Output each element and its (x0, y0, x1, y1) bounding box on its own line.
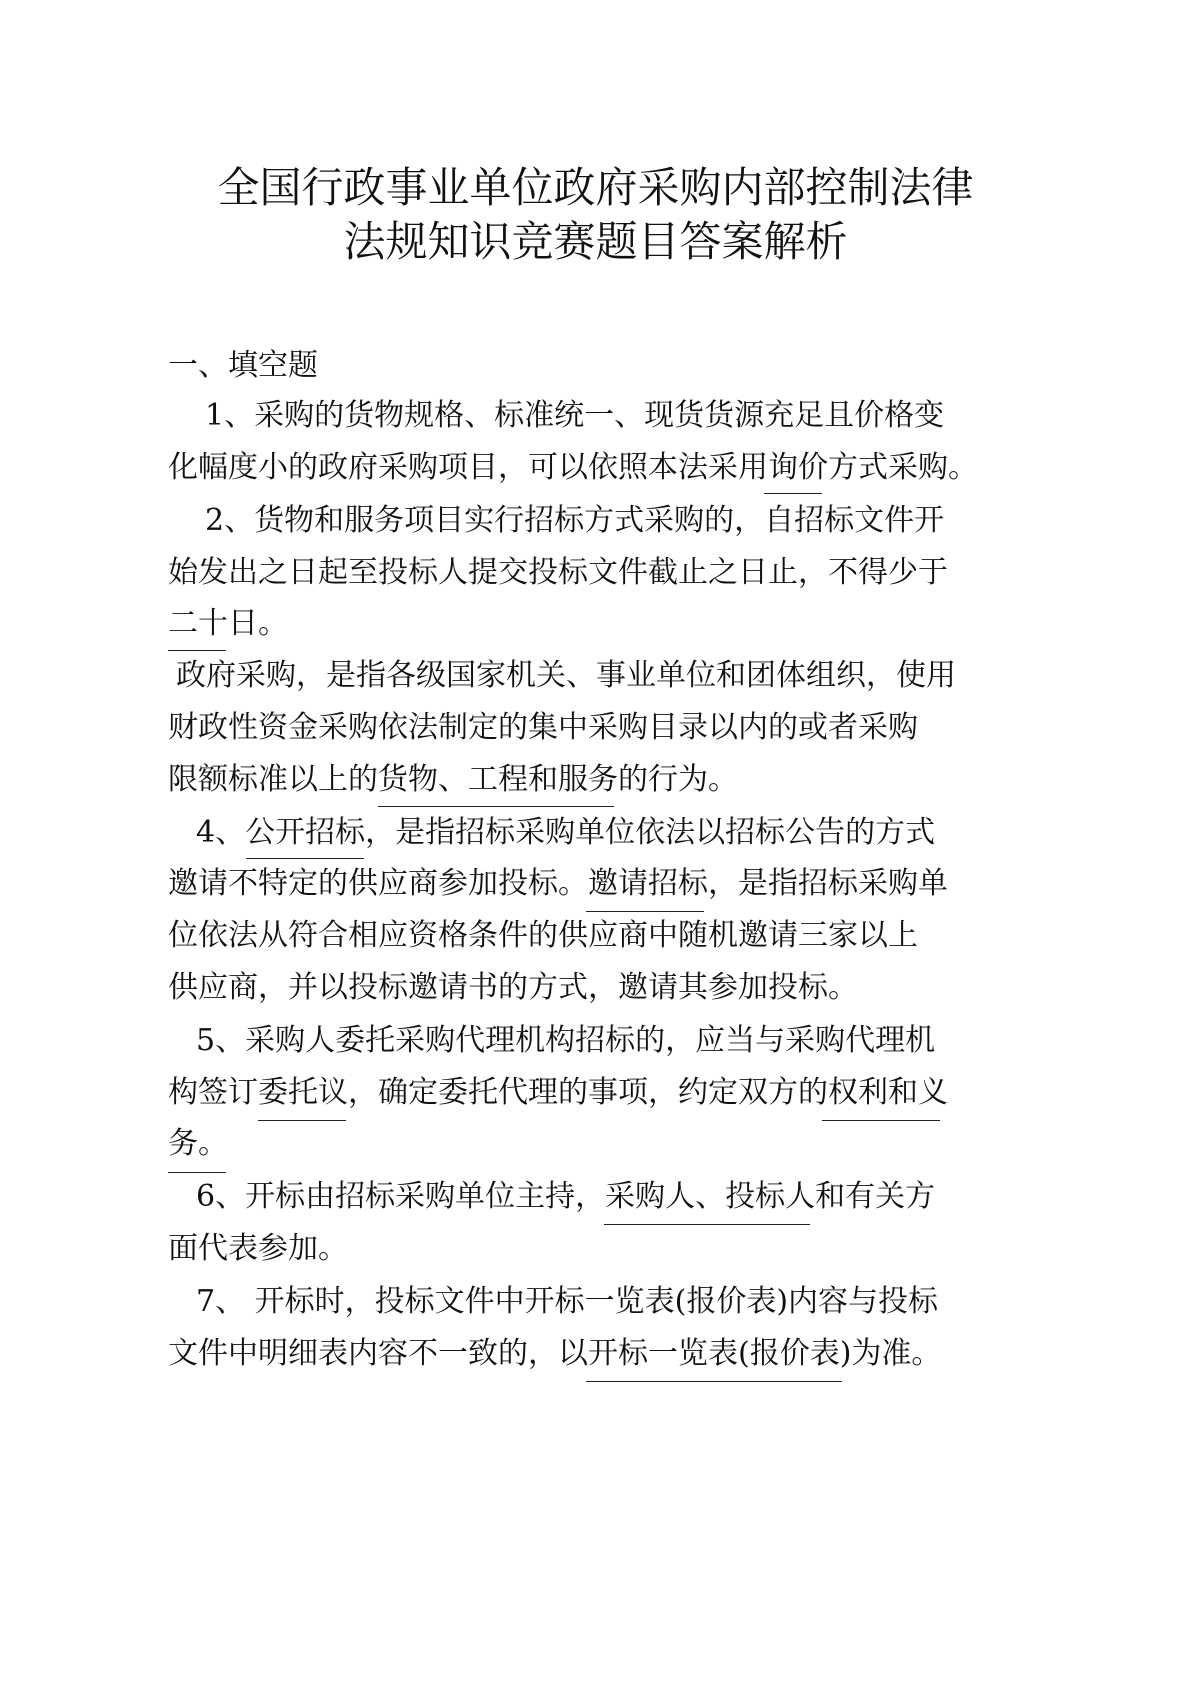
answer-underline (258, 1120, 346, 1121)
body-line: 政府采购，是指各级国家机关、事业单位和团体组织，使用 (176, 658, 956, 693)
document-title-line-2: 法规知识竞赛题目答案解析 (343, 217, 848, 266)
body-line: 位依法从符合相应资格条件的供应商中随机邀请三家以上 (168, 918, 918, 953)
body-line: 限额标准以上的货物、工程和服务的行为。 (168, 762, 738, 797)
body-line: 1、采购的货物规格、标准统一、现货货源充足且价格变 (205, 398, 945, 433)
document-title-line-1: 全国行政事业单位政府采购内部控制法律 (217, 163, 974, 212)
body-line: 化幅度小的政府采购项目，可以依照本法采用询价方式采购。 (168, 450, 978, 485)
body-line: 5、采购人委托采购代理机构招标的，应当与采购代理机 (196, 1023, 936, 1058)
body-line: 面代表参加。 (168, 1231, 348, 1266)
body-line: 二十日。 (168, 606, 288, 641)
body-line: 4、公开招标，是指招标采购单位依法以招标公告的方式 (196, 815, 936, 850)
answer-underline (822, 1120, 940, 1121)
section-heading: 一、填空题 (168, 348, 318, 383)
answer-underline (764, 493, 822, 494)
body-line: 务。 (168, 1126, 228, 1161)
body-line: 邀请不特定的供应商参加投标。邀请招标，是指招标采购单 (168, 866, 948, 901)
answer-underline (246, 858, 364, 859)
answer-underline (586, 911, 704, 912)
body-line: 始发出之日起至投标人提交投标文件截止之日止，不得少于 (168, 555, 948, 590)
body-line: 构签订委托议，确定委托代理的事项，约定双方的权利和义 (168, 1075, 948, 1110)
body-line: 6、开标由招标采购单位主持，采购人、投标人和有关方 (196, 1179, 936, 1214)
answer-underline (168, 1172, 226, 1173)
body-line: 供应商，并以投标邀请书的方式，邀请其参加投标。 (168, 970, 858, 1005)
body-line: 7、 开标时，投标文件中开标一览表(报价表)内容与投标 (196, 1284, 939, 1319)
body-line: 文件中明细表内容不一致的，以开标一览表(报价表)为准。 (168, 1336, 942, 1371)
answer-underline (604, 1224, 810, 1225)
body-line: 财政性资金采购依法制定的集中采购目录以内的或者采购 (168, 710, 918, 745)
answer-underline (586, 1381, 842, 1382)
body-line: 2、货物和服务项目实行招标方式采购的，自招标文件开 (205, 503, 945, 538)
answer-underline (378, 806, 614, 807)
answer-underline (168, 650, 226, 651)
